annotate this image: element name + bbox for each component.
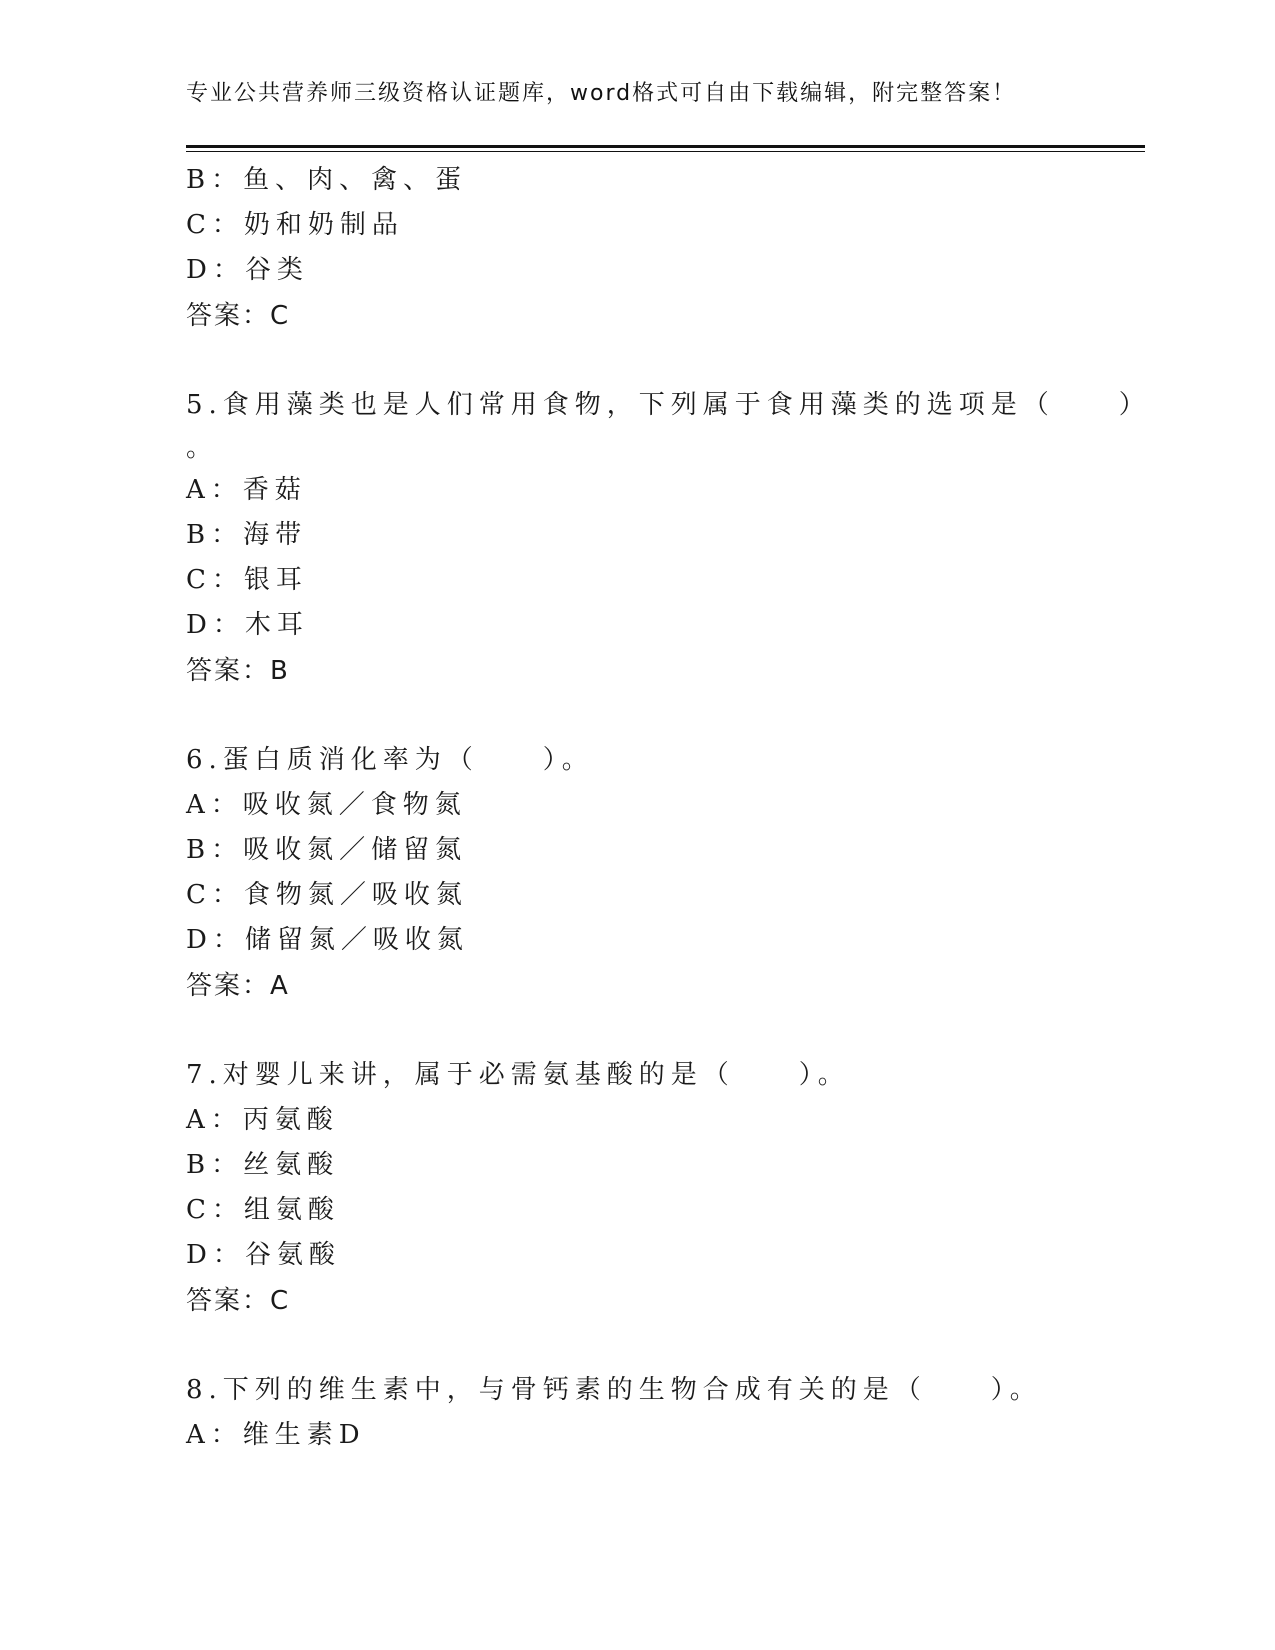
option-a: A：香菇 xyxy=(186,475,307,505)
option-b: B：鱼、肉、禽、蛋 xyxy=(186,165,468,195)
option-d: D：木耳 xyxy=(186,610,309,640)
answer: 答案：C xyxy=(186,1286,291,1316)
option-c: C：奶和奶制品 xyxy=(186,210,404,240)
spacer xyxy=(186,694,1146,738)
answer: 答案：B xyxy=(186,656,290,686)
option-d: D：谷氨酸 xyxy=(186,1240,341,1270)
option-d: D：储留氮／吸收氮 xyxy=(186,925,469,955)
question-stem: 6.蛋白质消化率为（ ）。 xyxy=(186,745,594,775)
question-stem-continuation: 。 xyxy=(186,433,213,463)
question-8 xyxy=(186,1368,1146,1458)
option-d: D：谷类 xyxy=(186,255,309,285)
question-list xyxy=(186,158,1151,1458)
option-b: B：吸收氮／储留氮 xyxy=(186,835,468,865)
option-c: C：组氨酸 xyxy=(186,1195,340,1225)
option-a: A：吸收氮／食物氮 xyxy=(186,790,467,820)
header-divider-thick xyxy=(186,145,1145,148)
question-5 xyxy=(186,383,1151,694)
question-stem: 7.对婴儿来讲，属于必需氨基酸的是（ ）。 xyxy=(186,1060,850,1090)
question-7 xyxy=(186,1053,1146,1324)
question-stem: 8.下列的维生素中，与骨钙素的生物合成有关的是（ ）。 xyxy=(186,1375,1042,1405)
question-6 xyxy=(186,738,1146,1009)
option-a: A：丙氨酸 xyxy=(186,1105,339,1135)
spacer xyxy=(186,339,1146,383)
answer: 答案：C xyxy=(186,301,291,331)
option-c: C：银耳 xyxy=(186,565,308,595)
option-a: A：维生素D xyxy=(186,1420,366,1450)
page-header-title: 专业公共营养师三级资格认证题库，word格式可自由下载编辑，附完整答案！ xyxy=(186,81,1017,106)
option-b: B：海带 xyxy=(186,520,308,550)
option-c: C：食物氮／吸收氮 xyxy=(186,880,468,910)
header-divider-thin xyxy=(186,151,1145,152)
question-4 xyxy=(186,158,1146,339)
question-stem: 5.食用藻类也是人们常用食物，下列属于食用藻类的选项是（ ） xyxy=(186,390,1151,420)
option-b: B：丝氨酸 xyxy=(186,1150,340,1180)
answer: 答案：A xyxy=(186,971,290,1001)
spacer xyxy=(186,1009,1146,1053)
spacer xyxy=(186,1324,1146,1368)
